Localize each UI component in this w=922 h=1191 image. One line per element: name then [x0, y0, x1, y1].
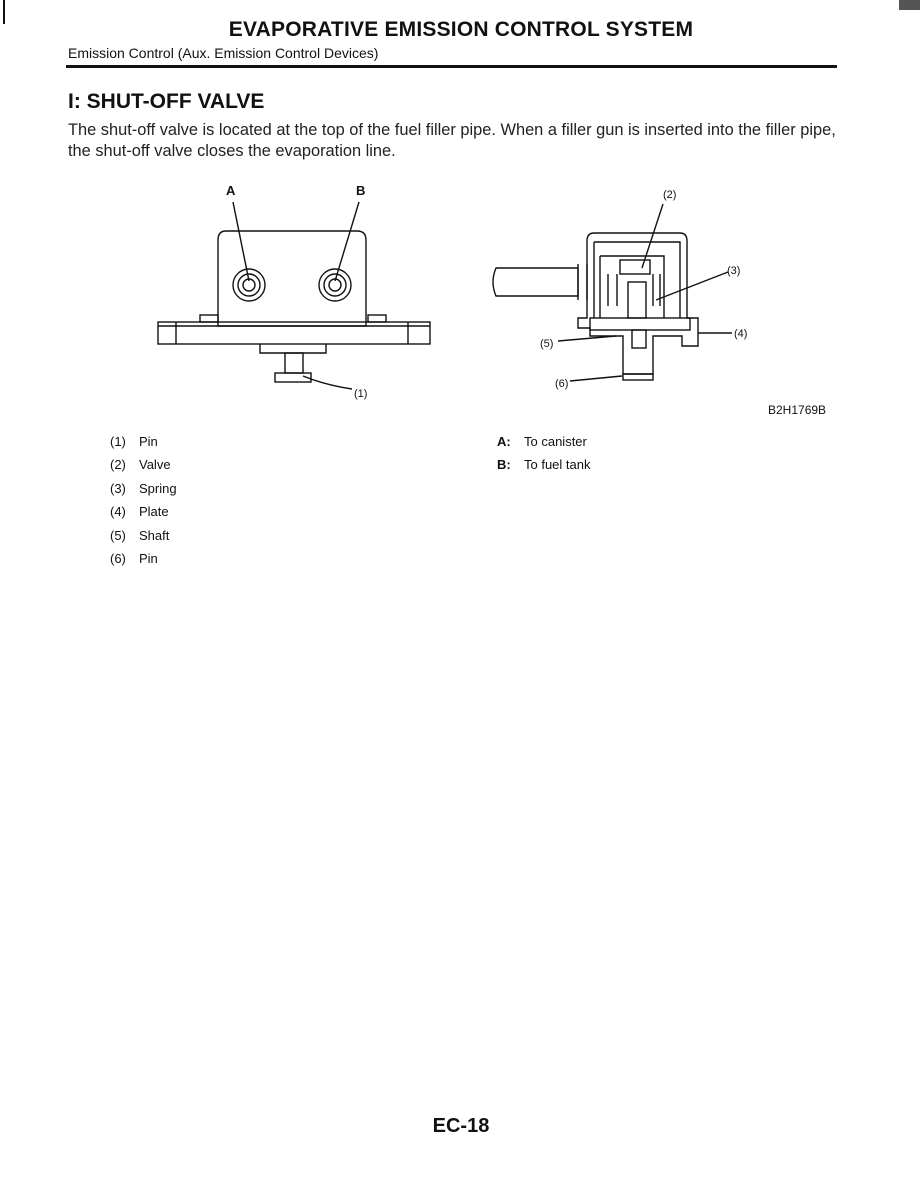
legend-text: Pin — [139, 550, 158, 566]
figure-code: B2H1769B — [768, 403, 827, 417]
callout-2: (2) — [663, 189, 677, 201]
legend-text: Plate — [139, 504, 169, 520]
valve-cutaway-view — [493, 204, 732, 381]
legend-item — [497, 457, 591, 480]
valve-exterior-view — [158, 202, 430, 389]
legend-number: (6) — [110, 550, 126, 566]
legend-number: (4) — [110, 504, 126, 520]
legend-text: Pin — [139, 434, 158, 449]
legend-text: Shaft — [139, 527, 170, 543]
shut-off-valve-figure — [150, 178, 760, 418]
callout-b: B — [356, 183, 366, 198]
legend-item — [497, 434, 591, 457]
legend-text: To canister — [524, 434, 587, 449]
legend-item — [110, 481, 177, 504]
callout-1: (1) — [354, 388, 368, 400]
callout-4: (4) — [734, 328, 748, 340]
legend-item — [110, 528, 177, 551]
page-number: EC-18 — [432, 1115, 490, 1137]
callout-5: (5) — [540, 338, 554, 350]
legend-item — [110, 457, 177, 480]
legend-text: To fuel tank — [524, 457, 591, 473]
legend-number: (1) — [110, 434, 126, 449]
legend-key: B: — [497, 457, 511, 473]
legend-text: Valve — [139, 457, 171, 473]
parts-legend — [110, 434, 177, 574]
legend-item — [110, 504, 177, 527]
legend-text: Spring — [139, 480, 177, 496]
legend-number: (3) — [110, 480, 126, 496]
port-legend — [497, 434, 591, 481]
section-body: The shut-off valve is located at the top of the fuel filler pipe. When a filler gun is inserted into the filler pipe, the shut-off valve closes the evaporation line. — [68, 121, 836, 160]
header-divider — [66, 65, 837, 68]
legend-key: A: — [497, 434, 511, 449]
legend-item — [110, 434, 177, 457]
callout-3: (3) — [727, 265, 741, 277]
legend-number: (5) — [110, 527, 126, 543]
callout-a: A — [226, 183, 236, 198]
scan-corner-mark — [899, 0, 920, 10]
page-header-subtitle: Emission Control (Aux. Emission Control Devices) — [68, 45, 379, 61]
page-header-title: EVAPORATIVE EMISSION CONTROL SYSTEM — [228, 18, 694, 41]
legend-number: (2) — [110, 457, 126, 473]
section-title: I: SHUT-OFF VALVE — [68, 90, 265, 113]
callout-6: (6) — [555, 378, 569, 390]
legend-item — [110, 551, 177, 574]
